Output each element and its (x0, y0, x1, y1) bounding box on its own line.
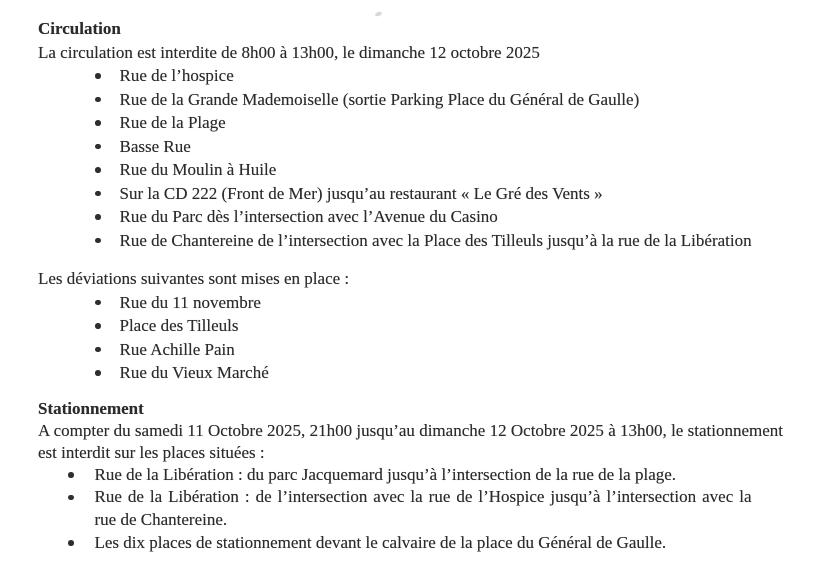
bullet-icon (95, 120, 101, 126)
bullet-icon (68, 472, 74, 478)
section-circulation (38, 17, 783, 252)
place-description: Rue de la Libération : du parc Jacquemard jusqu’à l’intersection de la rue de la plage. (94, 464, 677, 484)
deviations-intro: Les déviations suivantes sont mises en place : (38, 269, 350, 288)
street-name: Rue de la Grande Mademoiselle (sortie Parking Place du Général de Gaulle) (119, 89, 640, 109)
stationnement-intro: A compter du samedi 11 Octobre 2025, 21h00 jusqu’au dimanche 12 Octobre 2025 à 13h00, le stationnement est interdit sur les places situées : (38, 420, 783, 462)
bullet-icon (95, 97, 101, 103)
section-deviations (38, 267, 783, 385)
document-content (38, 17, 783, 555)
stationnement-places-list (38, 464, 783, 555)
list-item (38, 182, 783, 206)
bullet-icon (95, 323, 101, 329)
list-item (38, 338, 783, 362)
bullet-icon (68, 540, 74, 546)
bullet-icon (95, 347, 101, 353)
street-name: Basse Rue (119, 136, 191, 156)
place-description: Rue de la Libération : de l’intersection avec la rue de l’Hospice jusqu’à l’intersection avec la rue de Chantereine. (94, 487, 752, 530)
street-name: Rue Achille Pain (119, 339, 235, 359)
list-item (38, 158, 783, 182)
bullet-icon (95, 300, 101, 306)
list-item (38, 486, 783, 532)
list-item (38, 64, 783, 88)
street-name: Rue du 11 novembre (119, 292, 261, 312)
list-item (38, 135, 783, 159)
circulation-intro: La circulation est interdite de 8h00 à 13h00, le dimanche 12 octobre 2025 (38, 42, 540, 62)
bullet-icon (95, 214, 101, 220)
list-item (38, 464, 783, 487)
list-item (38, 361, 783, 385)
street-name: Rue du Moulin à Huile (119, 160, 277, 179)
bullet-icon (95, 191, 101, 197)
street-name: Rue de Chantereine de l’intersection avec la Place des Tilleuls jusqu’à la rue de la Libération (119, 230, 752, 250)
street-name: Place des Tilleuls (119, 316, 239, 335)
bullet-icon (95, 73, 101, 79)
bullet-icon (95, 167, 101, 173)
list-item (38, 88, 783, 112)
list-item (38, 532, 783, 555)
stationnement-heading: Stationnement (38, 398, 144, 418)
street-name: Rue de l’hospice (119, 66, 234, 85)
deviations-street-list (38, 291, 783, 385)
place-description: Les dix places de stationnement devant le calvaire de la place du Général de Gaulle. (94, 532, 667, 552)
street-name: Rue du Vieux Marché (119, 363, 269, 382)
circulation-heading: Circulation (38, 19, 121, 38)
list-item (38, 314, 783, 338)
bullet-icon (95, 370, 101, 376)
street-name: Rue de la Plage (119, 113, 226, 132)
bullet-icon (68, 495, 74, 501)
section-stationnement (38, 398, 783, 555)
bullet-icon (95, 144, 101, 150)
list-item (38, 229, 783, 253)
list-item (38, 205, 783, 229)
list-item (38, 111, 783, 135)
street-name: Rue du Parc dès l’intersection avec l’Avenue du Casino (119, 207, 498, 226)
circulation-street-list (38, 64, 783, 252)
street-name: Sur la CD 222 (Front de Mer) jusqu’au restaurant « Le Gré des Vents » (119, 183, 603, 203)
list-item (38, 291, 783, 315)
bullet-icon (95, 238, 101, 244)
